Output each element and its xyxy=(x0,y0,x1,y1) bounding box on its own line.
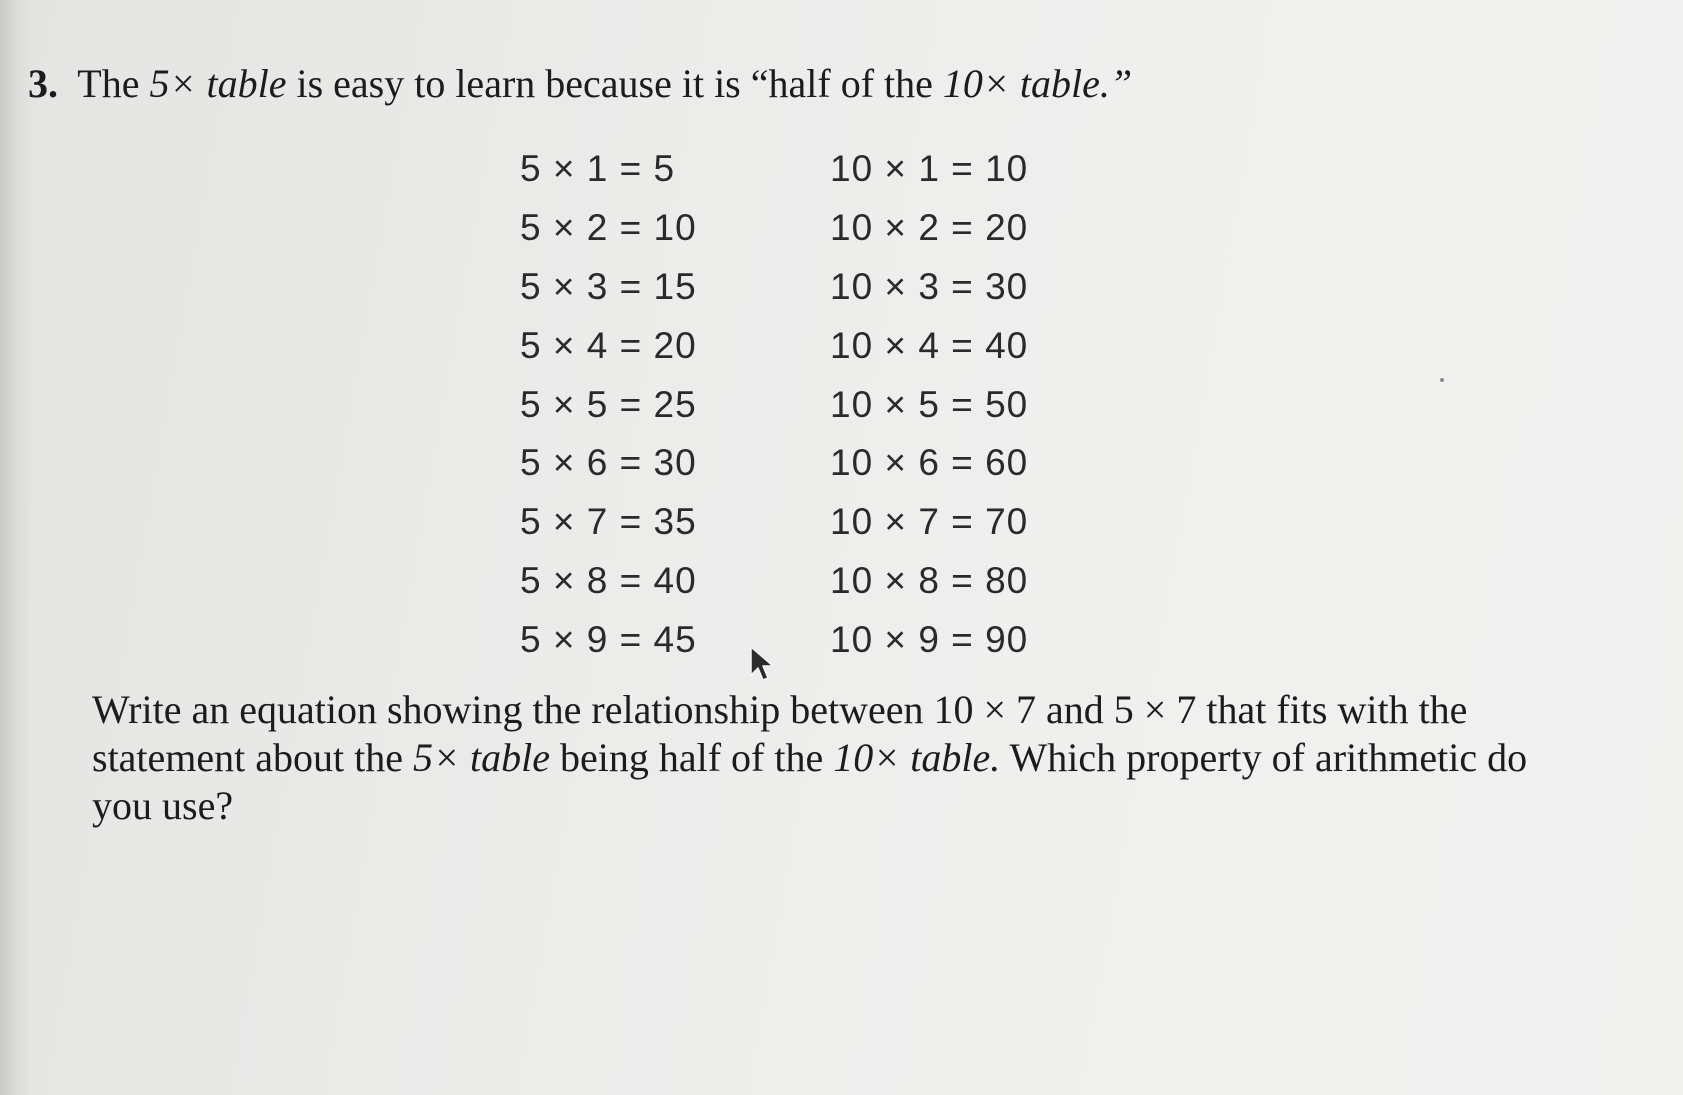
five-table-row: 5 × 3 = 15 xyxy=(520,265,697,307)
multiplication-tables xyxy=(520,140,1070,669)
five-table-row: 5 × 8 = 40 xyxy=(520,559,697,601)
five-table-row: 5 × 9 = 45 xyxy=(520,618,697,660)
five-table-row: 5 × 5 = 25 xyxy=(520,383,697,425)
problem-number: 3. xyxy=(28,61,58,106)
question-text xyxy=(92,686,1552,830)
question-table2: table. xyxy=(910,735,1001,780)
ten-table-row: 10 × 7 = 70 xyxy=(830,501,1029,543)
question-ten-times: 10× xyxy=(833,735,901,780)
five-table-row: 5 × 6 = 30 xyxy=(520,442,697,484)
ten-table-row: 10 × 6 = 60 xyxy=(830,442,1029,484)
question-part3: Which property of arithmetic do you use? xyxy=(92,735,1528,828)
mouse-pointer-icon xyxy=(748,645,778,685)
ten-table-row: 10 × 8 = 80 xyxy=(830,559,1029,601)
five-table-row: 5 × 2 = 10 xyxy=(520,207,697,249)
problem-header xyxy=(28,58,1132,110)
question-table1: table xyxy=(470,735,550,780)
ten-table-row: 10 × 9 = 90 xyxy=(830,618,1029,660)
question-part2: being half of the xyxy=(560,735,824,780)
table-word: table xyxy=(206,61,287,106)
ten-times-label: 10× xyxy=(942,61,1010,106)
speck xyxy=(1440,378,1444,382)
intro-the: The xyxy=(77,61,140,106)
five-table-row: 5 × 7 = 35 xyxy=(520,501,697,543)
ten-table-row: 10 × 3 = 30 xyxy=(830,265,1029,307)
five-times-label: 5× xyxy=(149,61,197,106)
question-five-times: 5× xyxy=(413,735,461,780)
table-end: table.” xyxy=(1019,61,1133,106)
intro-middle: is easy to learn because it is “half of the xyxy=(296,61,933,106)
ten-table-row: 10 × 2 = 20 xyxy=(830,207,1029,249)
ten-table-row: 10 × 4 = 40 xyxy=(830,324,1029,366)
five-table-row: 5 × 4 = 20 xyxy=(520,324,697,366)
ten-table-row: 10 × 1 = 10 xyxy=(830,148,1029,190)
five-table-row: 5 × 1 = 5 xyxy=(520,148,676,190)
page-left-edge xyxy=(0,0,30,1095)
question-part1: Write an equation showing the relationship between 10 × 7 and 5 × 7 that fits with the statement about the xyxy=(92,687,1468,780)
ten-table-row: 10 × 5 = 50 xyxy=(830,383,1029,425)
